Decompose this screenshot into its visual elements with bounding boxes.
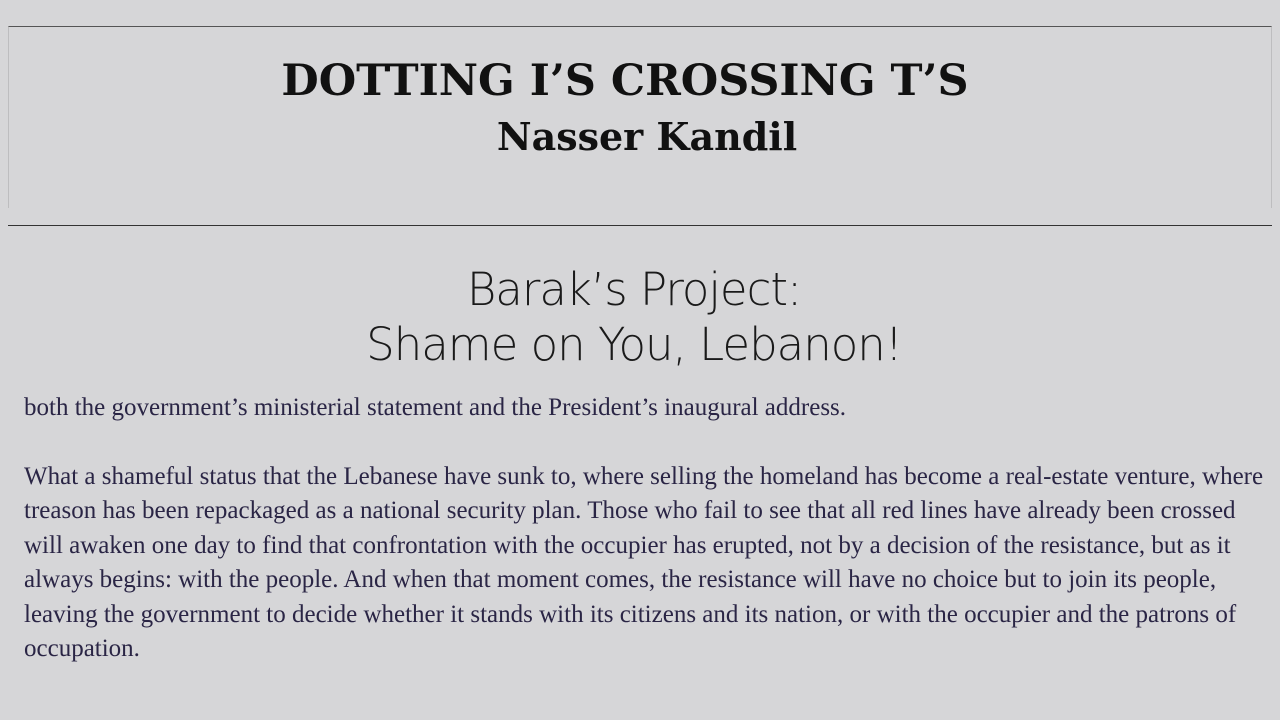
column-title: DOTTING I’S CROSSING T’S	[281, 56, 969, 106]
headline-line-1: Barak’s Project:	[466, 263, 802, 316]
header-divider	[8, 225, 1272, 226]
article-paragraph: What a shameful status that the Lebanese have sunk to, where selling the homeland has become a real-estate venture, where treason has been repackaged as a national security plan. Those who fail to see that all red lines have already been crossed will awaken one day to find that confrontation with the occupier has erupted, not by a decision of the resistance, but as it always begins: with the people. And when that moment comes, the resistance will have no choice but to join its people, leaving the government to decide whether it stands with its citizens and its nation, or with the occupier and the patrons of occupation.	[24, 463, 1264, 663]
author-name: Nasser Kandil	[496, 114, 798, 159]
article-paragraph: both the government’s ministerial statement and the President’s inaugural address.	[24, 394, 847, 421]
article-headline	[0, 262, 1268, 372]
headline-line-2: Shame on You, Lebanon!	[366, 318, 902, 371]
